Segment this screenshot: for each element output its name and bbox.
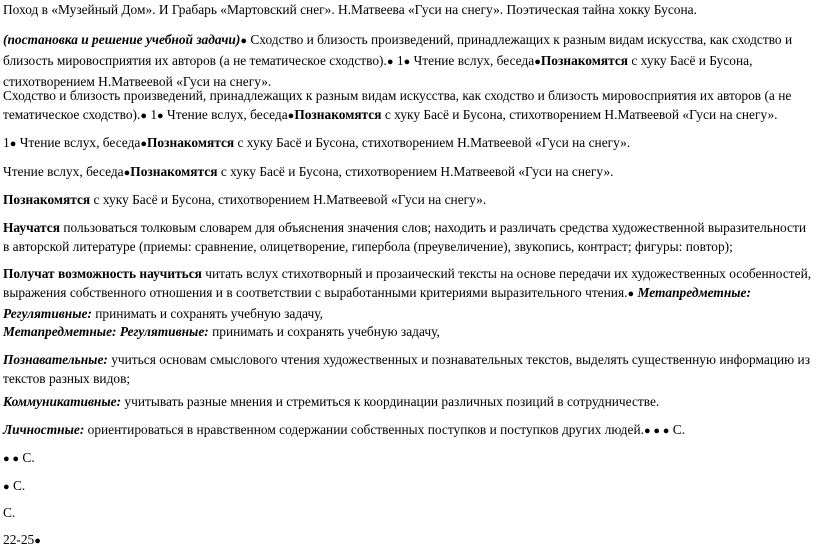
bullet-dot: ● — [140, 138, 147, 150]
bullet-dot: ● — [9, 138, 17, 150]
paragraph-text: учиться основам смыслового чтения художественных и познавательных текстов, выделять существенную информацию из текстов разных видов; — [3, 352, 810, 386]
bullet-dot: ● — [157, 110, 164, 122]
paragraph-text: принимать и сохранять учебную задачу, — [91, 306, 323, 321]
lesson-title-paragraph — [3, 0, 812, 19]
bold-term: Познакомятся — [3, 192, 91, 207]
bold-italic-term: Познавательные: — [3, 352, 108, 367]
paragraph-text: с хуку Басё и Бусона, стихотворением Н.Матвеевой «Гуси на снегу». — [234, 135, 631, 150]
paragraph-text: Чтение вслух, беседа — [16, 135, 141, 150]
bullet-dot: ● — [534, 56, 541, 68]
bold-term: Познакомятся — [146, 135, 235, 150]
bullet-dot: ● — [627, 288, 635, 300]
bold-term: Познакомятся — [294, 107, 382, 122]
task-label: (постановка и решение учебной задачи) — [3, 32, 241, 47]
paragraph-reading-2 — [3, 162, 812, 183]
paragraph-c-2 — [3, 476, 812, 497]
paragraph-cognitive — [3, 350, 812, 388]
paragraph-text: принимать и сохранять учебную задачу, — [208, 324, 440, 339]
paragraph-opportunity — [3, 264, 812, 323]
bullet-dot: ● — [240, 35, 247, 47]
paragraph-text: читать вслух стихотворный и прозаический тексты на основе передачи их художественных особенностей, выражения собственного отношения и в соответствии с выработанными критериями выразительного чтения. — [3, 266, 812, 300]
bullet-dot: ● — [287, 110, 295, 122]
paragraph-text: Чтение вслух, беседа — [3, 164, 124, 179]
paragraph-text: 1 — [146, 107, 158, 122]
bold-term: Познакомятся — [130, 164, 218, 179]
paragraph-c-1 — [3, 448, 812, 469]
bold-italic-term: Личностные: — [3, 422, 85, 437]
bold-italic-term: Метапредметные: Регулятивные: — [3, 324, 209, 339]
paragraph-text: С. — [669, 422, 686, 437]
paragraph-similarity — [3, 86, 812, 126]
paragraph-will-learn — [3, 218, 812, 256]
bullet-dot: ● — [386, 56, 394, 68]
bullet-dots: ● — [3, 481, 10, 493]
bold-term: Научатся — [3, 220, 60, 235]
paragraph-text: с хуку Басё и Бусона, стихотворением Н.Матвеевой «Гуси на снегу». — [3, 53, 753, 89]
bullet-dot: ● — [34, 535, 41, 547]
paragraph-text: 1 — [393, 53, 404, 68]
bold-italic-term: Метапредметные: Регулятивные: — [3, 285, 751, 321]
paragraph-text: пользоваться толковым словарем для объяснения значения слов; находить и различать средства художественной выразительности в авторской литературе (приемы: сравнение, олицетворение, гипербола (преувеличение), звукопись, контраст; фигуры: повтор); — [3, 220, 807, 254]
paragraph-regulatory — [3, 322, 812, 341]
bullet-dot: ● — [123, 167, 131, 179]
bullet-dots: ● ● ● — [643, 425, 670, 437]
paragraph-text: С. — [3, 505, 16, 520]
paragraph-pages — [3, 530, 812, 551]
paragraph-text: С. — [9, 478, 26, 493]
bold-term: Познакомятся — [540, 53, 629, 68]
bold-term: Получат возможность научиться — [3, 266, 202, 281]
paragraph-text: Сходство и близость произведений, принадлежащих к разным видам искусства, как сходство и близость мировосприятия их авторов (а не тематическое сходство). — [3, 32, 793, 68]
paragraph-personal — [3, 420, 812, 441]
paragraph-text: учитывать разные мнения и стремиться к координации различных позиций в сотрудничестве. — [121, 394, 660, 409]
paragraph-text: С. — [19, 450, 35, 465]
paragraph-text: ориентироваться в нравственном содержании собственных поступков и поступков других людей. — [84, 422, 644, 437]
paragraph-text: с хуку Басё и Бусона, стихотворением Н.Матвеевой «Гуси на снегу». — [381, 107, 778, 122]
paragraph-acquaint — [3, 190, 812, 209]
bullet-dot: ● — [140, 110, 147, 122]
bullet-dot: ● — [403, 56, 411, 68]
paragraph-c-3 — [3, 503, 812, 522]
paragraph-text: Чтение вслух, беседа — [163, 107, 288, 122]
paragraph-task-statement — [3, 30, 812, 91]
bold-italic-term: Коммуникативные: — [3, 394, 122, 409]
paragraph-text: 22-25 — [3, 532, 35, 547]
paragraph-text: с хуку Басё и Бусона, стихотворением Н.Матвеевой «Гуси на снегу». — [217, 164, 614, 179]
lesson-title-text: Поход в «Музейный Дом». И Грабарь «Мартовский снег». Н.Матвеева «Гуси на снегу». Поэтическая тайна хокку Бусона. — [3, 2, 697, 17]
paragraph-communicative — [3, 392, 812, 411]
paragraph-reading-1 — [3, 133, 812, 154]
paragraph-text: 1 — [3, 135, 10, 150]
paragraph-text: Сходство и близость произведений, принадлежащих к разным видам искусства, как сходство и близость мировосприятия их авторов (а не тематическое сходство). — [3, 88, 792, 122]
bullet-dots: ● ● — [3, 453, 20, 465]
paragraph-text: с хуку Басё и Бусона, стихотворением Н.Матвеевой «Гуси на снегу». — [90, 192, 487, 207]
paragraph-text: Чтение вслух, беседа — [410, 53, 535, 68]
